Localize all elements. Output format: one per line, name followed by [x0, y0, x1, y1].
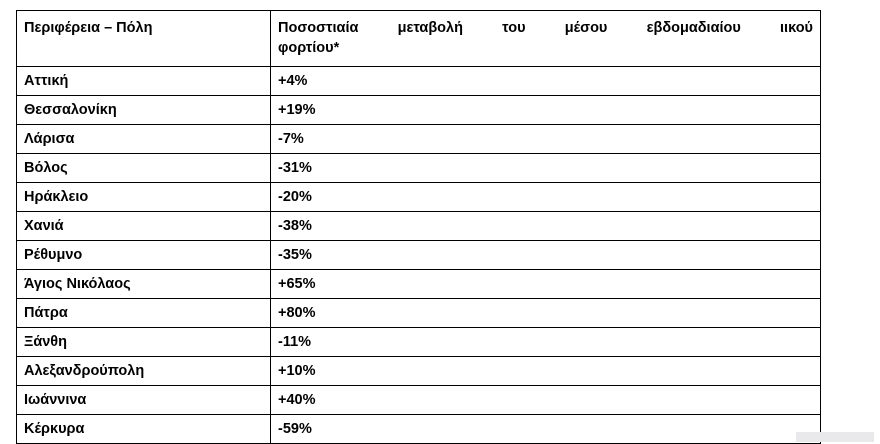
viral-load-table-container: [16, 10, 820, 444]
cell-region: Άγιος Νικόλαος: [17, 270, 271, 299]
cell-change: -11%: [271, 328, 821, 357]
table-body: [17, 11, 821, 444]
cell-region: Ηράκλειο: [17, 183, 271, 212]
table-row: [17, 270, 821, 299]
cell-region: Κέρκυρα: [17, 415, 271, 444]
header-cell-percentage-change: [271, 11, 821, 67]
cell-change: +19%: [271, 96, 821, 125]
table-row: [17, 357, 821, 386]
cell-region: Χανιά: [17, 212, 271, 241]
table-row: [17, 67, 821, 96]
cell-region: Θεσσαλονίκη: [17, 96, 271, 125]
header-line-2: φορτίου*: [278, 40, 340, 56]
cell-change: +40%: [271, 386, 821, 415]
cell-region: Πάτρα: [17, 299, 271, 328]
cell-change: +80%: [271, 299, 821, 328]
table-row: [17, 415, 821, 444]
table-row: [17, 212, 821, 241]
cell-region: Αλεξανδρούπολη: [17, 357, 271, 386]
header-line-1: Ποσοστιαία μεταβολή του μέσου εβδομαδιαίου ιικού: [278, 20, 813, 36]
cell-region: Βόλος: [17, 154, 271, 183]
cell-change: -38%: [271, 212, 821, 241]
cell-region: Ιωάννινα: [17, 386, 271, 415]
cell-change: +4%: [271, 67, 821, 96]
table-header-row: [17, 11, 821, 67]
cell-change: -59%: [271, 415, 821, 444]
table-row: [17, 241, 821, 270]
header-cell-region-city: Περιφέρεια – Πόλη: [17, 11, 271, 67]
cell-change: +10%: [271, 357, 821, 386]
table-row: [17, 328, 821, 357]
cell-region: Ξάνθη: [17, 328, 271, 357]
viral-load-table: [16, 10, 821, 444]
cell-region: Λάρισα: [17, 125, 271, 154]
cell-region: Ρέθυμνο: [17, 241, 271, 270]
cell-change: -7%: [271, 125, 821, 154]
table-row: [17, 96, 821, 125]
table-row: [17, 154, 821, 183]
cell-change: -20%: [271, 183, 821, 212]
cell-region: Αττική: [17, 67, 271, 96]
page-bottom-artifact: [796, 432, 874, 442]
cell-change: -31%: [271, 154, 821, 183]
table-row: [17, 386, 821, 415]
table-row: [17, 299, 821, 328]
cell-change: +65%: [271, 270, 821, 299]
cell-change: -35%: [271, 241, 821, 270]
table-row: [17, 125, 821, 154]
table-row: [17, 183, 821, 212]
